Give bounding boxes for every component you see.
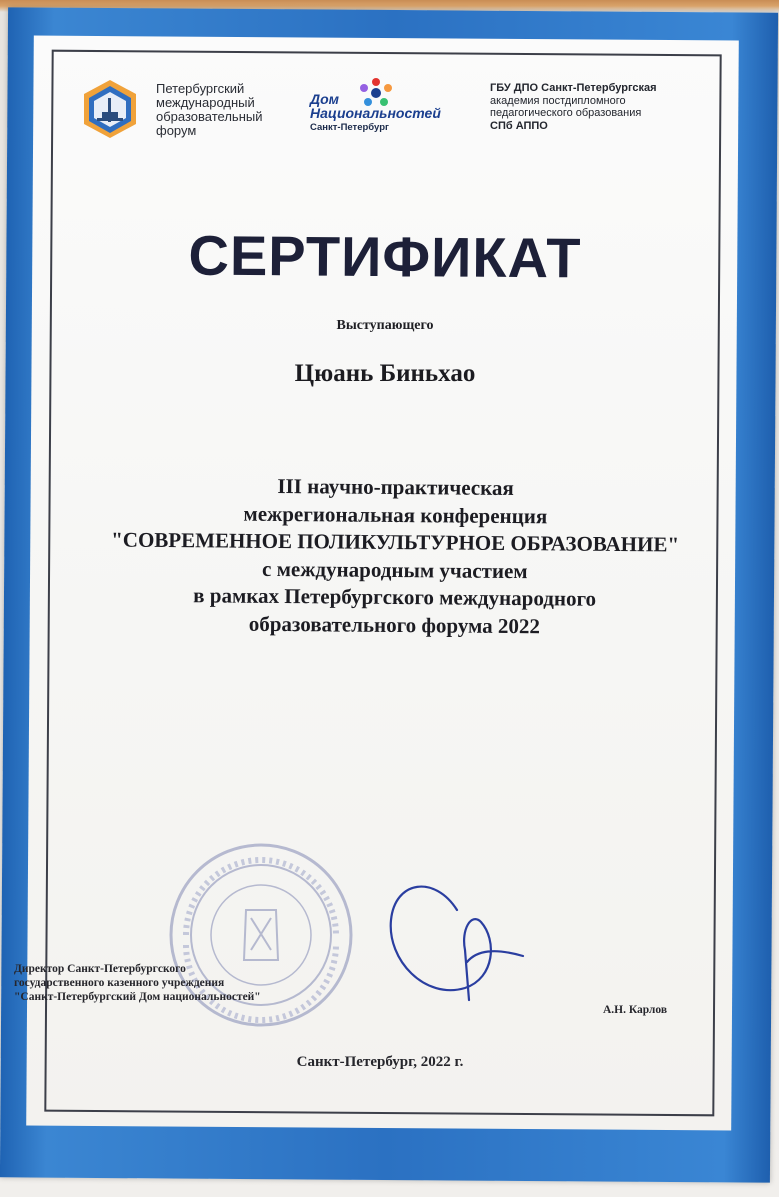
academy-text-line: академия постдипломного xyxy=(490,94,626,107)
house-title-line: Дом xyxy=(310,91,340,107)
recipient-role: Выступающего xyxy=(336,318,434,333)
event-line: в рамках Петербургского международного xyxy=(193,583,597,611)
director-line: Директор Санкт-Петербургского xyxy=(14,963,186,975)
handwritten-signature xyxy=(385,870,525,1005)
event-line: образовательного форума 2022 xyxy=(248,611,541,638)
event-line: III научно-практическая xyxy=(277,473,514,501)
house-of-nationalities-logo xyxy=(310,76,460,146)
house-logo-title xyxy=(310,92,450,120)
event-line: с международным участием xyxy=(261,556,528,583)
certificate-title: СЕРТИФИКАТ xyxy=(188,223,582,290)
forum-text-line: образовательный xyxy=(156,109,263,124)
director-line: государственного казенного учреждения xyxy=(14,977,225,989)
academy-text-line: СПб АППО xyxy=(490,119,548,132)
place-and-date: Санкт-Петербург, 2022 г. xyxy=(296,1054,464,1070)
event-description xyxy=(89,471,700,641)
header-logos xyxy=(78,72,698,152)
forum-text-line: Петербургский xyxy=(156,81,245,96)
recipient-name: Цюань Биньхао xyxy=(294,360,476,387)
director-line: "Санкт-Петербургский Дом национальностей" xyxy=(14,991,261,1003)
forum-text-line: форум xyxy=(156,123,197,138)
forum-hexagon-icon xyxy=(80,78,140,140)
academy-text-line: ГБУ ДПО Санкт-Петербургская xyxy=(490,82,657,94)
academy-logo-text xyxy=(490,82,700,132)
event-line: межрегиональная конференция xyxy=(243,501,548,528)
house-logo-subtitle: Санкт-Петербург xyxy=(310,122,389,133)
signer-name: А.Н. Карлов xyxy=(603,1004,668,1016)
forum-logo xyxy=(78,76,278,146)
house-title-line: Национальностей xyxy=(310,105,441,121)
academy-text-line: педагогического образования xyxy=(490,107,642,119)
forum-logo-text xyxy=(156,82,296,138)
event-line: "СОВРЕМЕННОЕ ПОЛИКУЛЬТУРНОЕ ОБРАЗОВАНИЕ" xyxy=(111,527,680,557)
director-title xyxy=(14,962,314,1004)
forum-text-line: международный xyxy=(156,95,255,110)
